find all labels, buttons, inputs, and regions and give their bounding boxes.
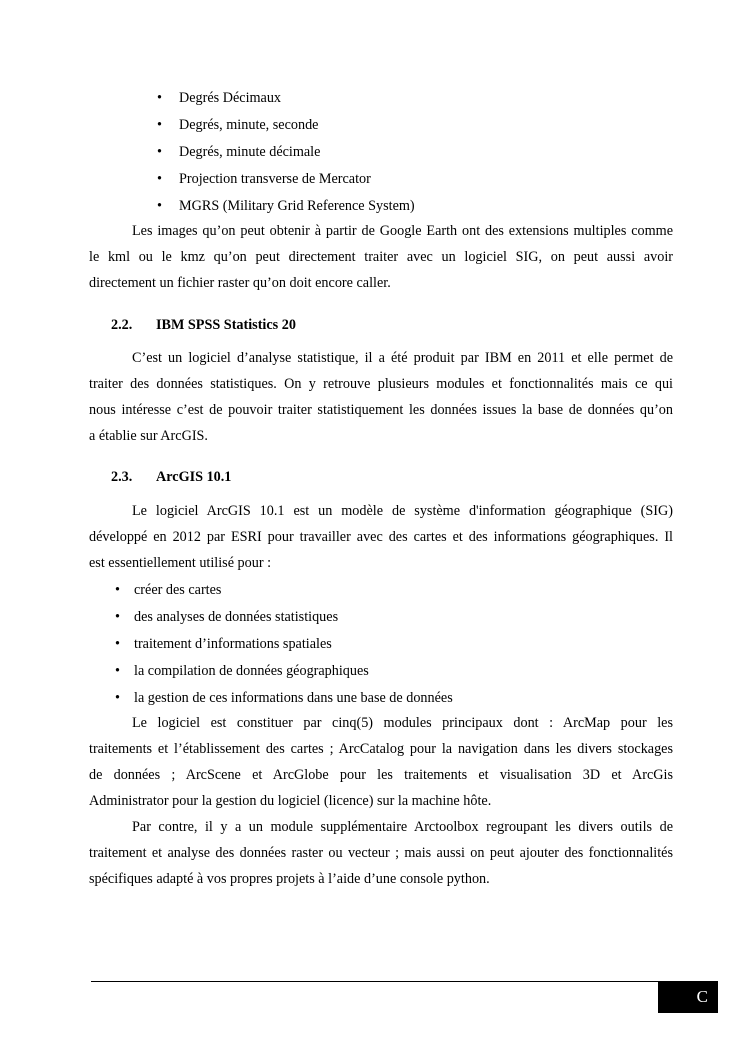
paragraph-arcgis-modules: Le logiciel est constituer par cinq(5) modules principaux dont : ArcMap pour les traitements et l’établissement des cartes ; ArcCatalog pour la navigation dans les divers stockages de données ; ArcScene et ArcGlobe pour les traitements et visualisation 3D et ArcGis Administrator pour la gestion du logiciel (licence) sur la machine hôte. [89,715,673,809]
section-number: 2.2. [111,317,133,333]
bullet-icon: • [157,90,162,106]
section-title: ArcGIS 10.1 [156,469,232,485]
paragraph-arcgis-intro: Le logiciel ArcGIS 10.1 est un modèle de système d'information géographique (SIG) développé en 2012 par ESRI pour travailler avec des cartes et des informations géographiques. Il est essentiellement utilisé pour : [89,503,673,571]
bullet-icon: • [115,663,120,679]
paragraph-spss: C’est un logiciel d’analyse statistique, il a été produit par IBM en 2011 et elle permet de traiter des données statistiques. On y retrouve plusieurs modules et fonctionnalités mais ce qui nous intéresse c’est de pouvoir traiter statistiquement les données issues la base de données qu’on a établie sur ArcGIS. [89,350,673,444]
section-heading-arcgis [111,468,231,486]
list-item: • Projection transverse de Mercator [157,171,371,187]
section-title: IBM SPSS Statistics 20 [156,317,296,333]
list-item: • la compilation de données géographiques [115,663,369,679]
list-item: • MGRS (Military Grid Reference System) [157,198,415,214]
section-number: 2.3. [111,469,133,485]
bullet-icon: • [157,198,162,214]
paragraph-arctoolbox: Par contre, il y a un module supplémentaire Arctoolbox regroupant les divers outils de traitement et analyse des données raster ou vecteur ; mais aussi on peut ajouter des fonctionnalités spécifiques adapté à vos propres projets à l’aide d’une console python. [89,819,673,887]
bullet-icon: • [157,117,162,133]
bullet-icon: • [157,171,162,187]
list-item: • la gestion de ces informations dans une base de données [115,690,453,706]
bullet-icon: • [115,636,120,652]
bullet-icon: • [115,690,120,706]
list-item: • créer des cartes [115,582,222,598]
bullet-icon: • [115,582,120,598]
page-number: C [696,987,708,1006]
list-item: • traitement d’informations spatiales [115,636,332,652]
paragraph-images: Les images qu’on peut obtenir à partir de Google Earth ont des extensions multiples comme le kml ou le kmz qu’on peut directement traiter avec un logiciel SIG, on peut aussi avoir directement un fichier raster qu’on doit encore caller. [89,223,673,291]
list-item: • Degrés Décimaux [157,90,282,106]
section-heading-spss [111,316,296,334]
footer-rule [91,981,658,982]
list-item: • Degrés, minute décimale [157,144,321,160]
bullet-icon: • [115,609,120,625]
list-item: • des analyses de données statistiques [115,609,339,625]
list-item: • Degrés, minute, seconde [157,117,319,133]
bullet-icon: • [157,144,162,160]
page-number-box [658,981,718,1013]
